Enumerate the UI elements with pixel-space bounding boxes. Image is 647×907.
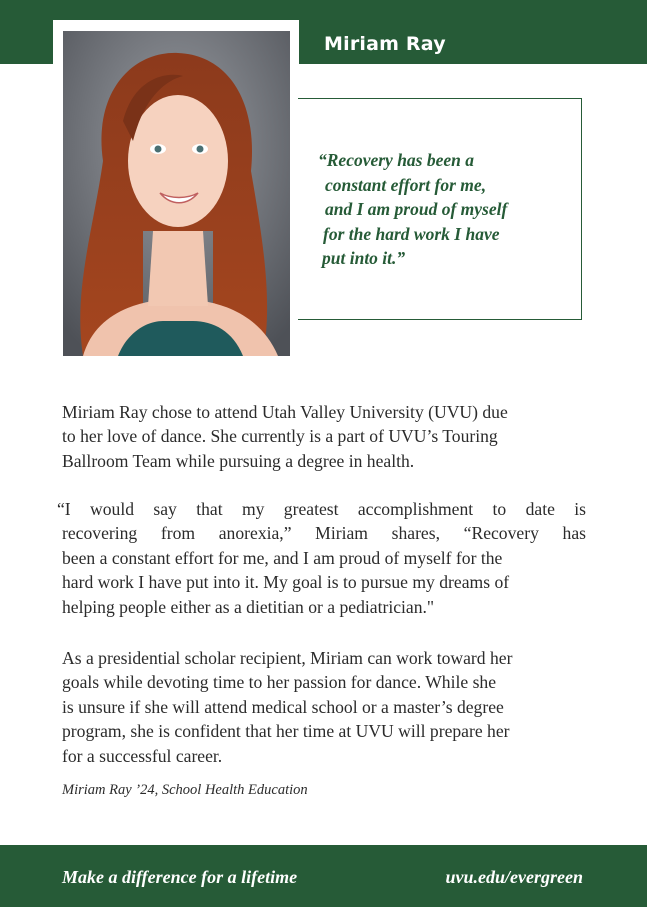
paragraph-line: been a constant effort for me, and I am proud of myself for the <box>62 547 503 568</box>
photo-frame <box>53 20 299 365</box>
paragraph-line: As a presidential scholar recipient, Miriam can work toward her <box>62 648 513 668</box>
paragraph-line: to her love of dance. She currently is a part of UVU’s Touring <box>62 426 498 447</box>
paragraph-line: program, she is confident that her time at UVU will prepare her <box>62 721 510 742</box>
paragraph-line: goals while devoting time to her passion for dance. While she <box>62 672 497 693</box>
paragraph-line: recovering from anorexia,” Miriam shares, “Recovery has <box>62 523 586 544</box>
paragraph-line: for a successful career. <box>62 745 223 766</box>
paragraph-line: Miriam Ray chose to attend Utah Valley University (UVU) due <box>62 402 508 422</box>
pull-quote <box>318 148 558 271</box>
intro-paragraph <box>62 400 586 473</box>
pull-quote-line: constant effort for me, <box>325 174 487 195</box>
pull-quote-line: “Recovery has been a <box>318 150 475 170</box>
paragraph-line: is unsure if she will attend medical school or a master’s degree <box>62 696 504 717</box>
pull-quote-line: put into it.” <box>322 248 406 268</box>
student-name: Miriam Ray <box>324 33 446 55</box>
quote-paragraph <box>57 497 586 619</box>
paragraph-line: hard work I have put into it. My goal is to pursue my dreams of <box>62 572 510 593</box>
pull-quote-line: and I am proud of myself <box>325 199 508 219</box>
photo-caption: Miriam Ray ’24, School Health Education <box>62 782 308 798</box>
portrait-photo <box>63 31 290 356</box>
footer-url-link[interactable]: uvu.edu/evergreen <box>445 867 583 887</box>
footer-tagline: Make a difference for a lifetime <box>62 867 298 887</box>
paragraph-line: helping people either as a dietitian or a pediatrician." <box>62 596 435 617</box>
paragraph-line: “I would say that my greatest accomplishment to date is <box>57 499 586 519</box>
pull-quote-line: for the hard work I have <box>323 223 500 244</box>
paragraph-line: Ballroom Team while pursuing a degree in health. <box>62 450 415 471</box>
scholar-paragraph <box>62 646 586 768</box>
